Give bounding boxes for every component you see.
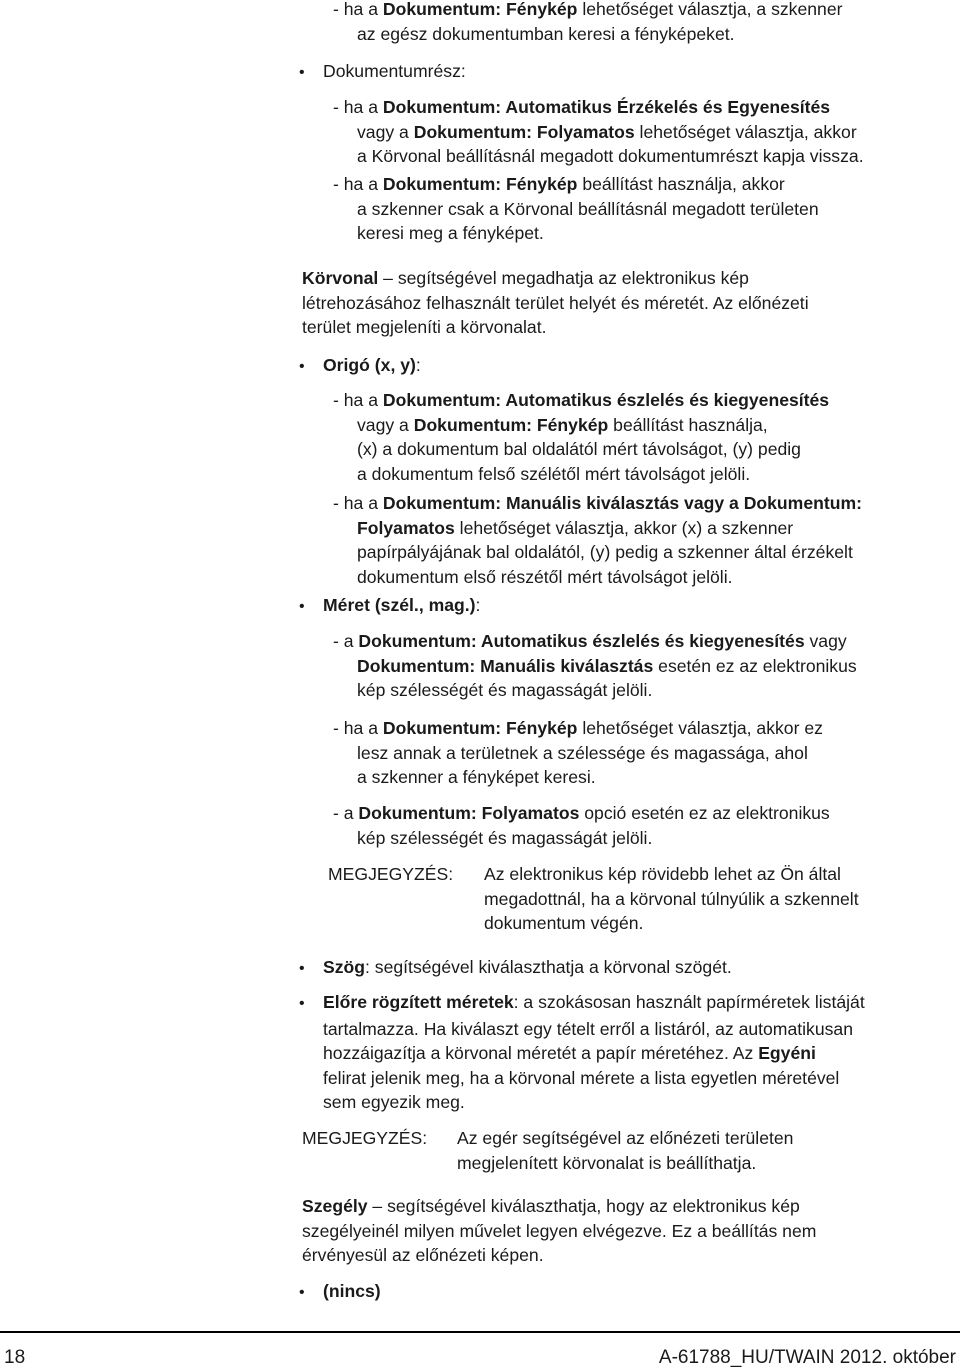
text-run: opció esetén ez az elektronikus <box>579 803 830 823</box>
text-run: lehetőséget választja, a szkenner <box>577 0 843 19</box>
bullet-icon: • <box>299 960 305 977</box>
text-line <box>333 629 857 654</box>
text-line <box>299 990 865 1017</box>
bold-term: Dokumentum: Automatikus észlelés és kiegyenesítés <box>382 390 830 410</box>
text-run: Dokumentumrész: <box>323 61 466 81</box>
dash-item <box>333 491 862 589</box>
bold-term: Előre rögzített méretek <box>323 992 514 1012</box>
text-run: - ha a <box>333 718 383 738</box>
bold-term: Egyéni <box>758 1043 816 1063</box>
text-run: : segítségével kiválaszthatja a körvonal szögét. <box>365 957 732 977</box>
note-body <box>484 862 859 936</box>
text-line <box>302 1219 816 1244</box>
text-run: : a szokásosan használt papírméretek listáját <box>513 992 865 1012</box>
text-run: – segítségével megadhatja az elektronikus kép <box>378 268 749 288</box>
text-line: Az elektronikus kép rövidebb lehet az Ön által <box>484 864 841 884</box>
text-run: lehetőséget választja, akkor (x) a szkenner <box>454 517 794 538</box>
text-line <box>299 59 466 86</box>
text-line <box>333 413 829 438</box>
bullet-icon: • <box>299 64 305 81</box>
text-run: a Körvonal beállításnál megadott dokumentumrészt kapja vissza. <box>357 146 864 166</box>
bullet-icon: • <box>299 995 305 1012</box>
text-run: szegélyeinél milyen művelet legyen elvégezve. Ez a beállítás nem <box>302 1220 817 1241</box>
text-line <box>299 1041 865 1066</box>
bullet-icon: • <box>299 1284 305 1301</box>
text-run: - ha a <box>333 390 383 410</box>
text-run: a szkenner a fényképet keresi. <box>357 767 596 787</box>
bold-term: Dokumentum: Fénykép <box>413 414 609 435</box>
text-line <box>333 540 862 565</box>
text-run: - a <box>333 631 359 651</box>
text-line <box>302 1194 816 1219</box>
bullet-item <box>299 353 421 380</box>
dash-item <box>333 388 829 486</box>
page-number: 18 <box>4 1347 26 1368</box>
text-line <box>299 1017 865 1042</box>
text-line <box>333 678 857 703</box>
text-run: terület megjeleníti a körvonalat. <box>302 317 547 337</box>
text-line <box>333 95 864 120</box>
text-run: a szkenner csak a Körvonal beállításnál megadott területen <box>357 198 819 219</box>
text-run: lesz annak a területnek a szélessége és magassága, ahol <box>357 742 808 763</box>
text-line <box>299 1066 865 1091</box>
text-line <box>299 1090 865 1115</box>
bold-term: Dokumentum: Manuális kiválasztás <box>357 655 654 676</box>
footer-rule <box>0 1331 960 1333</box>
text-run: - ha a <box>333 97 383 117</box>
bold-term: Dokumentum: Automatikus észlelés és kiegyenesítés <box>358 631 805 651</box>
bullet-item <box>299 593 480 620</box>
text-line <box>333 801 830 826</box>
bullet-icon: • <box>299 358 305 375</box>
paragraph <box>302 1194 816 1268</box>
bold-term: Dokumentum: Folyamatos <box>413 121 635 142</box>
text-run: létrehozásához felhasznált terület helyét és méretét. Az előnézeti <box>302 292 809 313</box>
text-run: papírpályájának bal oldalától, (y) pedig a szkenner által érzékelt <box>357 542 853 562</box>
text-line <box>333 462 829 487</box>
bullet-item <box>299 955 732 982</box>
bold-term: Körvonal <box>302 268 379 288</box>
bold-term: Dokumentum: Manuális kiválasztás vagy a Dokumentum: <box>382 493 862 513</box>
text-line <box>333 120 864 145</box>
text-line <box>302 1243 816 1268</box>
dash-item <box>333 629 857 703</box>
text-run: felirat jelenik meg, ha a körvonal mérete a lista egyetlen méretével <box>323 1067 840 1088</box>
dash-item <box>333 0 842 46</box>
text-line <box>333 197 819 222</box>
text-run: : <box>415 355 421 375</box>
text-run: kép szélességét és magasságát jelöli. <box>357 827 653 848</box>
text-run: – segítségével kiválaszthatja, hogy az elektronikus kép <box>367 1196 800 1216</box>
note-label: MEGJEGYZÉS: <box>328 864 454 884</box>
text-line <box>299 353 421 380</box>
bold-term: Szög <box>323 957 366 977</box>
bullet-icon: • <box>299 598 305 615</box>
text-run: tartalmazza. Ha kiválaszt egy tételt erről a listáról, az automatikusan <box>323 1018 853 1039</box>
text-line <box>333 716 823 741</box>
text-line <box>333 654 857 679</box>
bold-term: Origó (x, y) <box>323 355 416 375</box>
text-run: - ha a <box>333 174 383 194</box>
text-run: lehetőséget választja, akkor ez <box>577 718 823 738</box>
text-run: kép szélességét és magasságát jelöli. <box>357 680 653 700</box>
bold-term: Dokumentum: Folyamatos <box>358 803 580 823</box>
text-line <box>333 22 842 47</box>
text-run: : <box>475 595 481 615</box>
text-line: Az egér segítségével az előnézeti területen <box>457 1128 794 1148</box>
bullet-item <box>299 990 865 1115</box>
text-line <box>333 741 823 766</box>
text-run: vagy a <box>357 121 414 142</box>
text-line <box>333 388 829 413</box>
text-line <box>333 565 862 590</box>
bold-term: Dokumentum: Fénykép <box>382 174 578 194</box>
dash-item <box>333 801 830 850</box>
bold-term: Folyamatos <box>357 517 455 538</box>
text-line <box>333 437 829 462</box>
text-run: - ha a <box>333 493 383 513</box>
text-line <box>333 172 819 197</box>
text-run: (x) a dokumentum bal oldalától mért távolságot, (y) pedig <box>357 439 801 459</box>
text-run: beállítást használja, <box>608 414 768 435</box>
text-run: az egész dokumentumban keresi a fényképeket. <box>357 23 735 44</box>
text-line <box>333 516 862 541</box>
text-line <box>302 291 809 316</box>
text-run: esetén ez az elektronikus <box>653 655 857 676</box>
bullet-item <box>299 1279 381 1306</box>
text-line <box>333 0 842 22</box>
bold-term: Dokumentum: Fénykép <box>382 0 578 19</box>
paragraph <box>302 266 809 340</box>
text-line: megjelenített körvonalat is beállíthatja. <box>457 1152 757 1173</box>
dash-item <box>333 95 864 169</box>
text-line <box>302 315 809 340</box>
text-run: sem egyezik meg. <box>323 1092 465 1112</box>
text-line <box>333 221 819 246</box>
bullet-item <box>299 59 466 86</box>
text-line <box>333 826 830 851</box>
text-line <box>302 266 809 291</box>
text-line <box>299 593 480 620</box>
text-line: megadottnál, ha a körvonal túlnyúlik a szkennelt <box>484 888 859 909</box>
text-run: - ha a <box>333 0 383 19</box>
text-run: dokumentum első részétől mért távolságot jelöli. <box>357 566 733 587</box>
bold-term: Méret (szél., mag.) <box>323 595 476 615</box>
bold-term: Dokumentum: Fénykép <box>382 718 578 738</box>
text-run: a dokumentum felső szélétől mért távolságot jelöli. <box>357 463 751 484</box>
bold-term: Szegély <box>302 1196 368 1216</box>
dash-item <box>333 716 823 790</box>
note-label: MEGJEGYZÉS: <box>302 1128 428 1148</box>
text-run: vagy <box>804 631 847 651</box>
text-line <box>299 1279 381 1306</box>
text-line <box>333 765 823 790</box>
dash-item <box>333 172 819 246</box>
text-run: érvényesül az előnézeti képen. <box>302 1245 544 1265</box>
text-run: vagy a <box>357 414 414 435</box>
text-line: dokumentum végén. <box>484 913 644 933</box>
document-id: A-61788_HU/TWAIN 2012. október <box>658 1347 956 1368</box>
text-line <box>333 491 862 516</box>
bold-term: Dokumentum: Automatikus Érzékelés és Egyenesítés <box>382 97 831 117</box>
text-line <box>299 955 732 982</box>
text-run: beállítást használja, akkor <box>577 174 785 194</box>
text-run: keresi meg a fényképet. <box>357 223 544 243</box>
text-run: hozzáigazítja a körvonal méretét a papír méretéhez. Az <box>323 1043 759 1063</box>
text-run: - a <box>333 803 359 823</box>
note-body <box>457 1126 793 1175</box>
text-run: lehetőséget választja, akkor <box>634 121 857 142</box>
text-line <box>333 144 864 169</box>
bold-term: (nincs) <box>323 1281 381 1301</box>
